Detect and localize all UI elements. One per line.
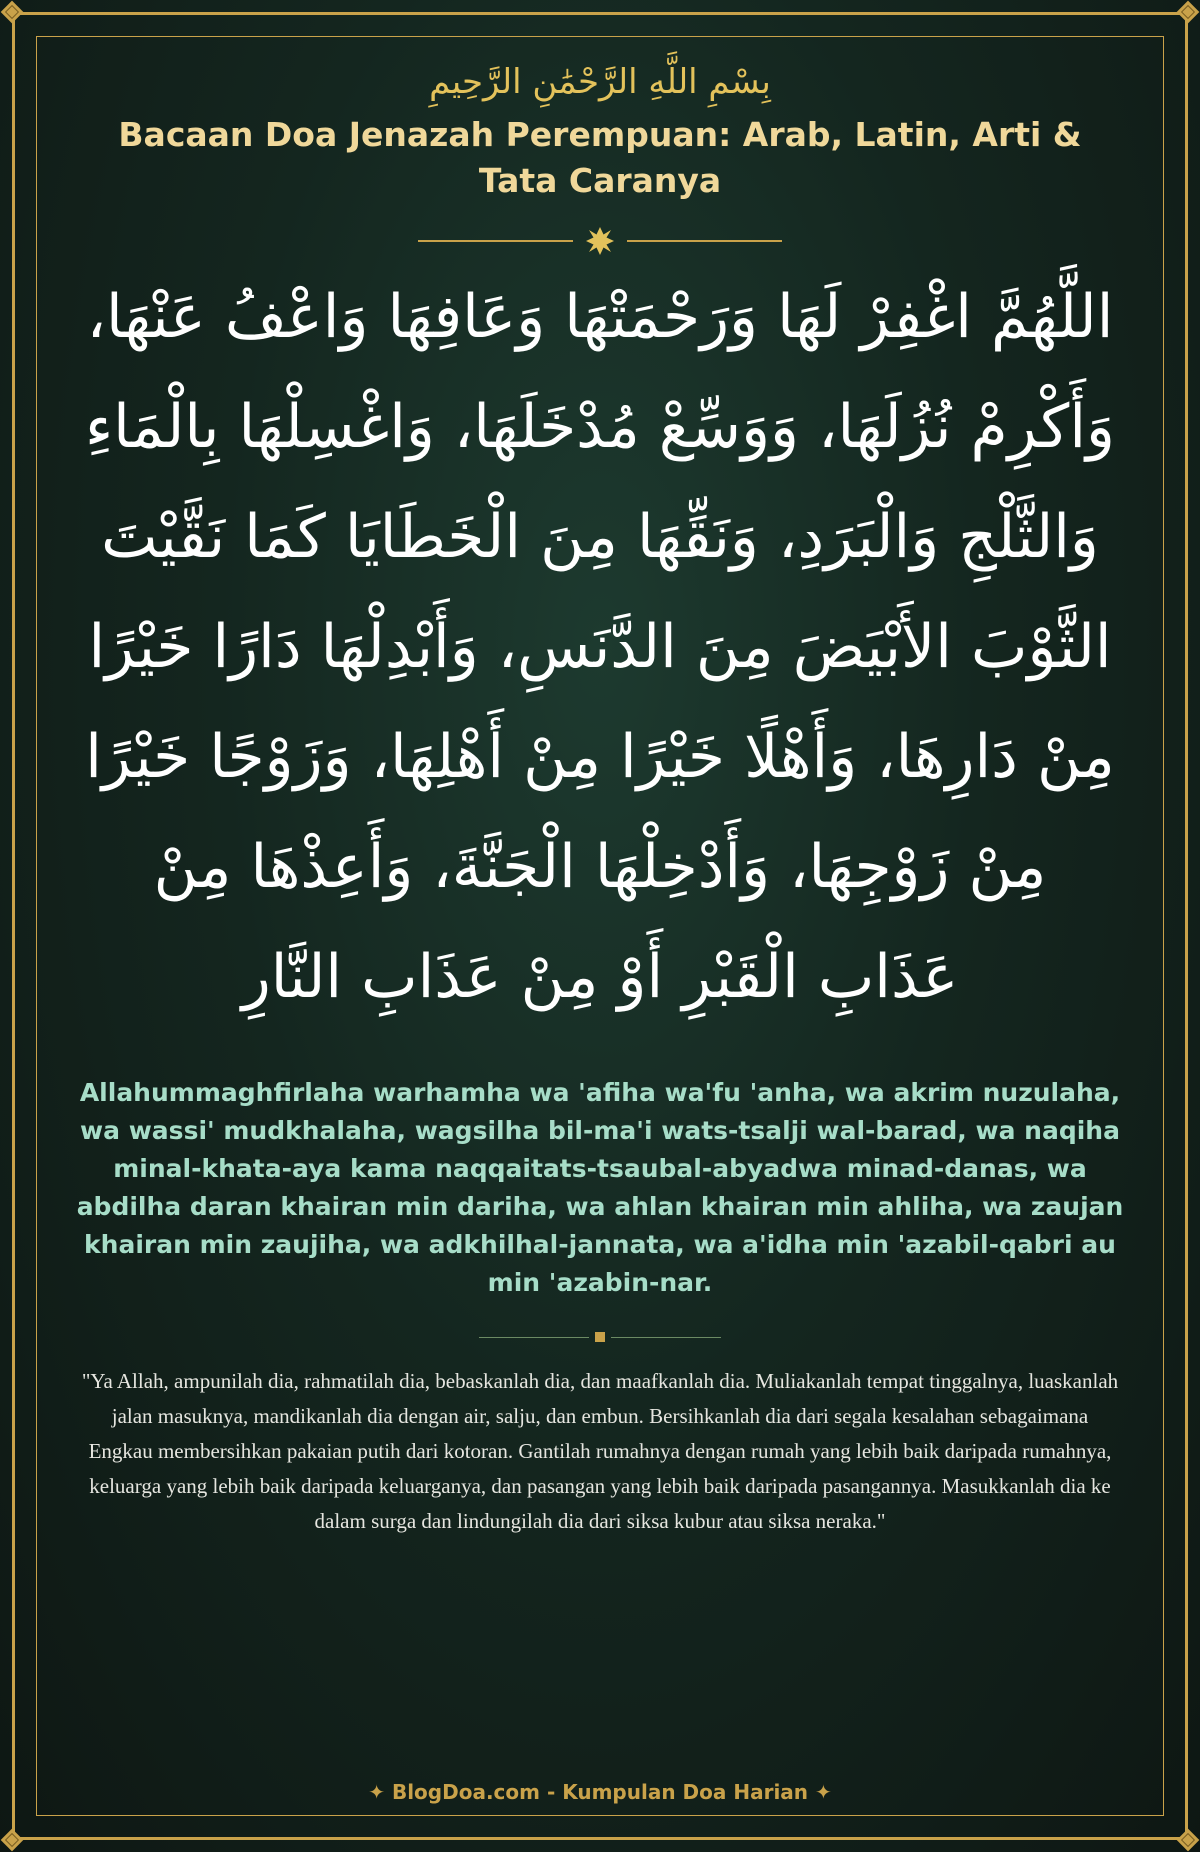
latin-transliteration: Allahummaghfirlaha warhamha wa 'afiha wa'fu 'anha, wa akrim nuzulaha, wa wassi' mudkhalaha, wagsilha bil-ma'i wats-tsalji wal-barad, wa naqiha minal-khata-aya kama naqqaitats-tsaubal-abyadwa minad-danas, wa abdilha daran khairan min dariha, wa ahlan khairan min ahliha, wa zaujan khairan min zaujiha, wa adkhilhal-jannata, wa a'idha min 'azabil-qabri au min 'azabin-nar. [76, 1078, 1124, 1297]
footer-credit: ✦ BlogDoa.com - Kumpulan Doa Harian ✦ [368, 1780, 832, 1804]
indonesian-translation: "Ya Allah, ampunilah dia, rahmatilah dia, bebaskanlah dia, dan maafkanlah dia. Muliakanlah tempat tinggalnya, luaskanlah jalan masuknya, mandikanlah dia dengan air, salju, dan embun. Bersihkanlah dia dari segala kesalahan sebagaimana Engkau membersihkan pakaian putih dari kotoran. Gantilah rumahnya dengan rumah yang lebih baik daripada rumahnya, keluarga yang lebih baik daripada keluarganya, dan pasangan yang lebih baik daripada pasangannya. Masukkanlah dia ke dalam surga dan lindungilah dia dari siksa kubur atau siksa neraka." [81, 1369, 1119, 1533]
basmala-heading: بِسْمِ اللَّهِ الرَّحْمَٰنِ الرَّحِيمِ [429, 62, 771, 102]
divider-line [418, 240, 573, 242]
eight-point-star-icon [585, 226, 615, 256]
main-content [60, 56, 1140, 1539]
page-title: Bacaan Doa Jenazah Perempuan: Arab, Latin, Arti & Tata Caranya [118, 115, 1082, 200]
divider-line [627, 240, 782, 242]
diamond-icon [595, 1332, 605, 1342]
divider-line [611, 1337, 721, 1338]
arabic-prayer-text: اللَّهُمَّ اغْفِرْ لَهَا وَرَحْمَتْهَا وَعَافِهَا وَاعْفُ عَنْهَا، وَأَكْرِمْ نُزُلَهَا، وَوَسِّعْ مُدْخَلَهَا، وَاغْسِلْهَا بِالْمَاءِ وَالثَّلْجِ وَالْبَرَدِ، وَنَقِّهَا مِنَ الْخَطَايَا كَمَا نَقَّيْتَ الثَّوْبَ الأَبْيَضَ مِنَ الدَّنَسِ، وَأَبْدِلْهَا دَارًا خَيْرًا مِنْ دَارِهَا، وَأَهْلًا خَيْرًا مِنْ أَهْلِهَا، وَزَوْجًا خَيْرًا مِنْ زَوْجِهَا، وَأَدْخِلْهَا الْجَنَّةَ، وَأَعِذْهَا مِنْ عَذَابِ الْقَبْرِ أَوْ مِنْ عَذَابِ النَّارِ [84, 282, 1116, 1012]
middle-divider [60, 1330, 1140, 1344]
divider-line [479, 1337, 589, 1338]
top-divider [60, 226, 1140, 256]
